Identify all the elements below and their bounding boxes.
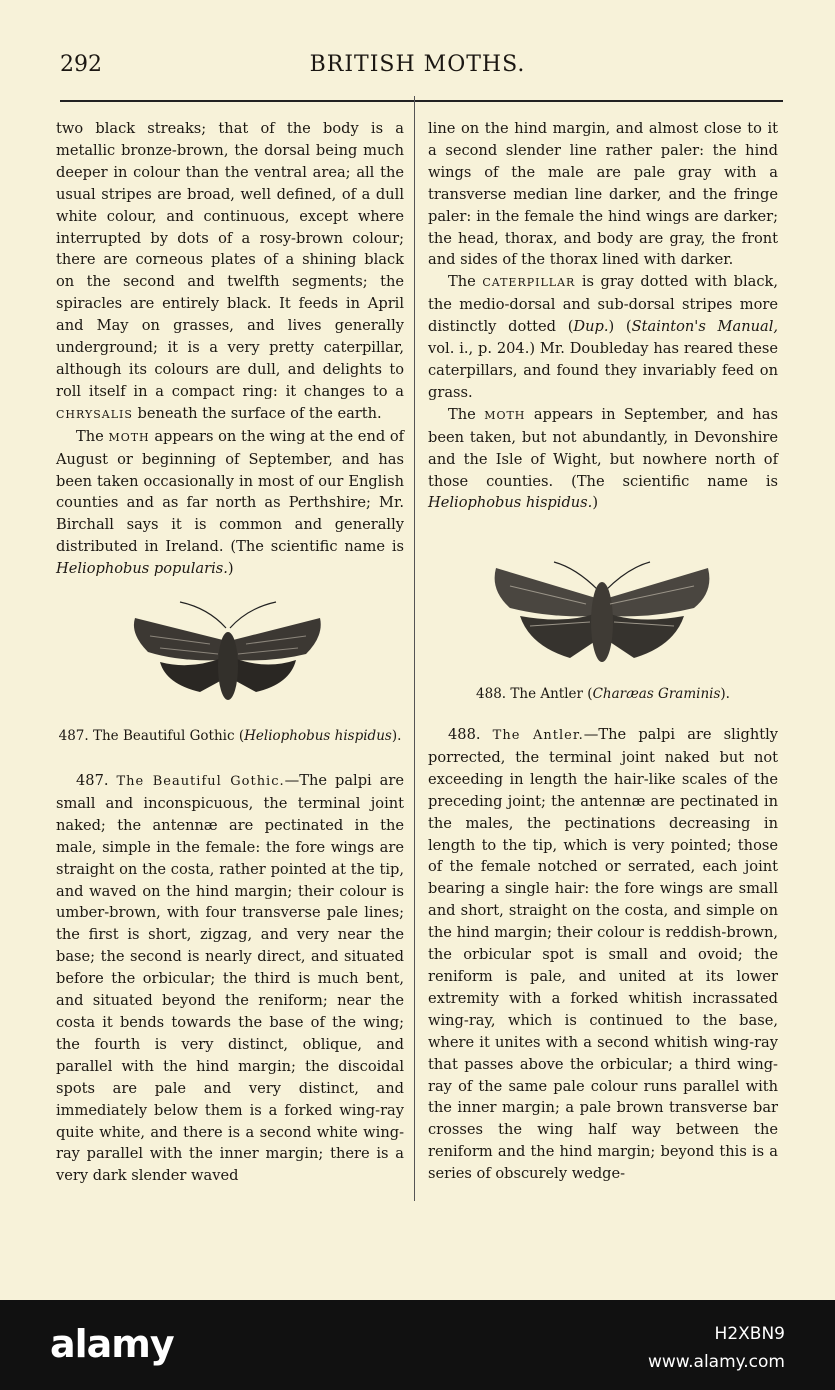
page-number: 292 [60, 52, 102, 77]
column-divider [414, 96, 415, 1201]
paragraph: The MOTH appears on the wing at the end of August or beginning of September, and has been taken occasionally in most of our English counties and as far north as Perthshire; Mr. Birchall says it is common and generally distributed in Ireland. (The scientific name is Heliophobus popularis.) [56, 427, 405, 578]
image-id: H2XBN9 www.alamy.com [647, 1324, 785, 1372]
figure-caption-488: 488. The Antler (Charæas Graminis). [476, 686, 730, 702]
right-column-text [428, 118, 778, 514]
moth-illustration-antler [490, 560, 714, 670]
paragraph: two black streaks; that of the body is a metallic bronze-brown, the dorsal being much deeper in colour than the ventral area; all the usual stripes are broad, well defined, of a dull white colour, and continuous, except where interrupted by dots of a rosy-brown colour; there are corneous plates of a shining black on the second and twelfth segments; the spiracles are entirely black. It feeds in April and May on grasses, and lives generally underground; it is a very pretty caterpillar, although its colours are dull, and delights to roll itself in a compact ring: it changes to a CHRYSALIS beneath the surface of the earth. [56, 120, 404, 422]
figure-caption-487: 487. The Beautiful Gothic (Heliophobus hispidus). [58, 728, 402, 744]
paragraph: The CATERPILLAR is gray dotted with black, the medio-dorsal and sub-dorsal stripes more distinctly dotted (Dup.) (Stainton's Manual, vol. i., p. 204.) Mr. Doubleday has reared these caterpillars, and found they invariably feed on grass. [428, 273, 778, 401]
right-column-species-entry [428, 724, 778, 1185]
paragraph: The MOTH appears in September, and has been taken, but not abundantly, in Devonshire and the Isle of Wight, but nowhere north of those counties. (The scientific name is Heliophobus hispidus.) [428, 405, 778, 512]
alamy-logo: alamy [50, 1322, 174, 1366]
moth-illustration-beautiful-gothic [130, 600, 326, 710]
header-rule [60, 100, 783, 102]
paragraph: 487. The Beautiful Gothic.—The palpi are small and inconspicuous, the terminal joint naked; the antennæ are pectinated in the male, simple in the female: the fore wings are straight on the costa, rather pointed at the tip, and waved on the hind margin; their colour is umber-brown, with four transverse pale lines; the first is short, zigzag, and very near the base; the second is nearly direct, and situated before the orbicular; the third is much bent, and situated beyond the reniform; near the costa it bends towards the base of the wing; the fourth is very distinct, oblique, and parallel with the hind margin; the discoidal spots are pale and very distinct, and immediately below them is a forked wing-ray quite white, and there is a second white wing-ray parallel with the inner margin; there is a very dark slender waved [56, 772, 404, 1185]
watermark-bar [0, 1300, 835, 1390]
paragraph: 488. The Antler.—The palpi are slightly porrected, the terminal joint naked but not exceeding in length the hair-like scales of the preceding joint; the antennæ are pectinated in the males, the pectinations decreasing in length to the tip, which is very pointed; those of the female notched or serrated, each joint bearing a single hair: the fore wings are small and short, straight on the costa, and simple on the hind margin; their colour is reddish-brown, the orbicular spot is small and ovoid; the reniform is pale, and united at its lower extremity with a forked whitish incrassated wing-ray, which is continued to the base, where it unites with a second whitish wing-ray that passes above the orbicular; a third wing-ray of the same pale colour runs parallel with the inner margin; a pale brown transverse bar crosses the wing half way between the reniform and the hind margin; beyond this is a series of obscurely wedge- [428, 726, 778, 1183]
running-head: BRITISH MOTHS. [309, 52, 526, 77]
page-header [60, 52, 775, 86]
paragraph: line on the hind margin, and almost close to it a second slender line rather paler: the hind wings of the male are pale gray with a transverse median line darker, and the fringe paler: in the female the hind wings are darker; the head, thorax, and body are gray, the front and sides of the thorax lined with darker. [428, 120, 778, 269]
left-column-text [56, 118, 404, 580]
left-column-species-entry [56, 770, 404, 1187]
